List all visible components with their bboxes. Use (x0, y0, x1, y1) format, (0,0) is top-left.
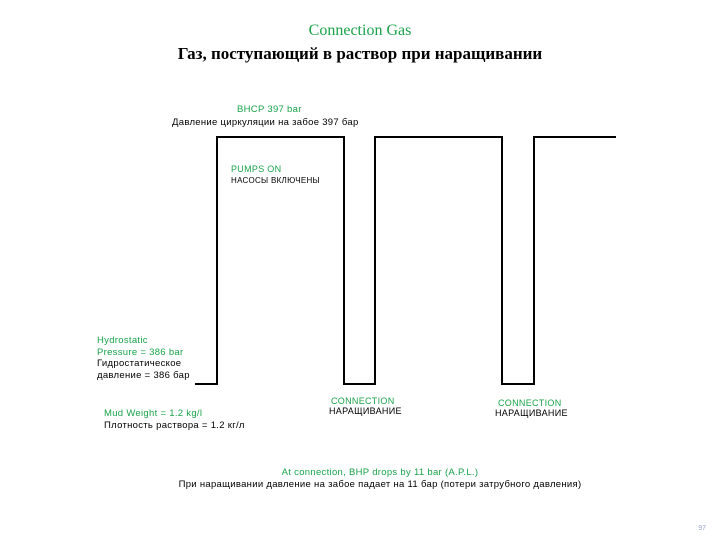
apl-note-ru: При наращивании давление на забое падает на 11 бар (потери затрубного давления) (178, 479, 582, 490)
hydrostatic-label-en-2: Pressure = 386 bar (97, 347, 184, 358)
mud-weight-label-ru: Плотность раствора = 1.2 кг/л (104, 420, 245, 431)
connection-2-label-ru: НАРАЩИВАНИЕ (495, 408, 568, 418)
apl-note-en: At connection, BHP drops by 11 bar (A.P.L.) (281, 467, 479, 478)
slide-title-ru: Газ, поступающий в раствор при наращивании (177, 44, 543, 63)
bhcp-label-ru: Давление циркуляции на забое 397 бар (172, 117, 359, 128)
hydrostatic-label-en-1: Hydrostatic (97, 335, 148, 346)
slide-title-en: Connection Gas (308, 22, 412, 39)
hydrostatic-label-ru-2: давление = 386 бар (97, 370, 190, 381)
connection-1-label-en: CONNECTION (331, 396, 395, 406)
pumps-on-label-ru: НАСОСЫ ВКЛЮЧЕНЫ (231, 176, 320, 185)
bhcp-label-en: BHCP 397 bar (237, 104, 302, 115)
hydrostatic-label-ru-1: Гидростатическое (97, 358, 182, 369)
mud-weight-label-en: Mud Weight = 1.2 kg/l (104, 408, 203, 419)
connection-2-label-en: CONNECTION (498, 398, 562, 408)
pumps-on-label-en: PUMPS ON (231, 164, 282, 174)
connection-1-label-ru: НАРАЩИВАНИЕ (329, 406, 402, 416)
page-number: 97 (698, 525, 706, 532)
